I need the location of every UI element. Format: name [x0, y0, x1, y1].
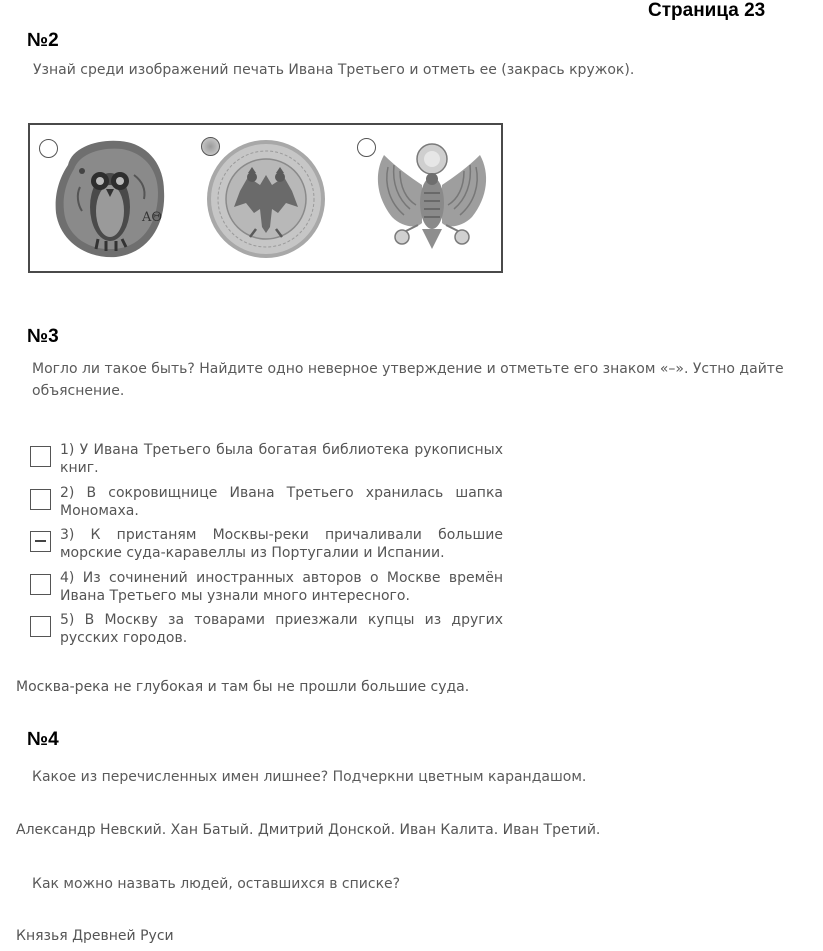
- statement-1-text: 1) У Ивана Третьего была богатая библиотека рукописных книг.: [60, 442, 503, 476]
- winged-falcon-pectoral-icon: [370, 137, 494, 259]
- statement-5-text: 5) В Москву за товарами приезжали купцы из других русских городов.: [60, 612, 503, 646]
- task2-image-panel: [28, 123, 503, 273]
- statement-5-checkbox[interactable]: [30, 616, 51, 637]
- task3-answer: Москва-река не глубокая и там бы не прошли большие суда.: [16, 679, 470, 695]
- task3-instruction: Могло ли такое быть? Найдите одно неверное утверждение и отметьте его знаком «–». Устно дайте объяснение.: [32, 361, 784, 399]
- page-header: Страница 23: [648, 0, 766, 21]
- task4-number: №4: [27, 729, 59, 750]
- task4-question-1: Какое из перечисленных имен лишнее? Подчеркни цветным карандашом.: [32, 769, 587, 785]
- double-headed-eagle-seal-icon: [204, 135, 328, 263]
- statement-2-text: 2) В сокровищнице Ивана Третьего хранилась шапка Мономаха.: [60, 485, 503, 519]
- statement-4-checkbox[interactable]: [30, 574, 51, 595]
- minus-mark: [35, 540, 46, 542]
- task3-number: №3: [27, 326, 59, 347]
- statement-2-checkbox[interactable]: [30, 489, 51, 510]
- owl-coin-icon: [50, 135, 170, 261]
- task4-question-2: Как можно назвать людей, оставшихся в списке?: [32, 876, 401, 892]
- task2-number: №2: [27, 30, 59, 51]
- statement-3-checkbox[interactable]: [30, 531, 51, 552]
- svg-text:ΑΘ: ΑΘ: [142, 210, 163, 225]
- task4-answer-1: Александр Невский. Хан Батый. Дмитрий Донской. Иван Калита. Иван Третий.: [16, 822, 601, 838]
- task2-instruction: Узнай среди изображений печать Ивана Третьего и отметь ее (закрась кружок).: [33, 62, 635, 78]
- statement-3-text: 3) К пристаням Москвы-реки причаливали большие морские суда-каравеллы из Португалии и Испании.: [60, 527, 503, 561]
- statement-1-checkbox[interactable]: [30, 446, 51, 467]
- task4-answer-2: Князья Древней Руси: [16, 928, 174, 944]
- statement-4-text: 4) Из сочинений иностранных авторов о Москве времён Ивана Третьего мы узнали много интересного.: [60, 570, 503, 604]
